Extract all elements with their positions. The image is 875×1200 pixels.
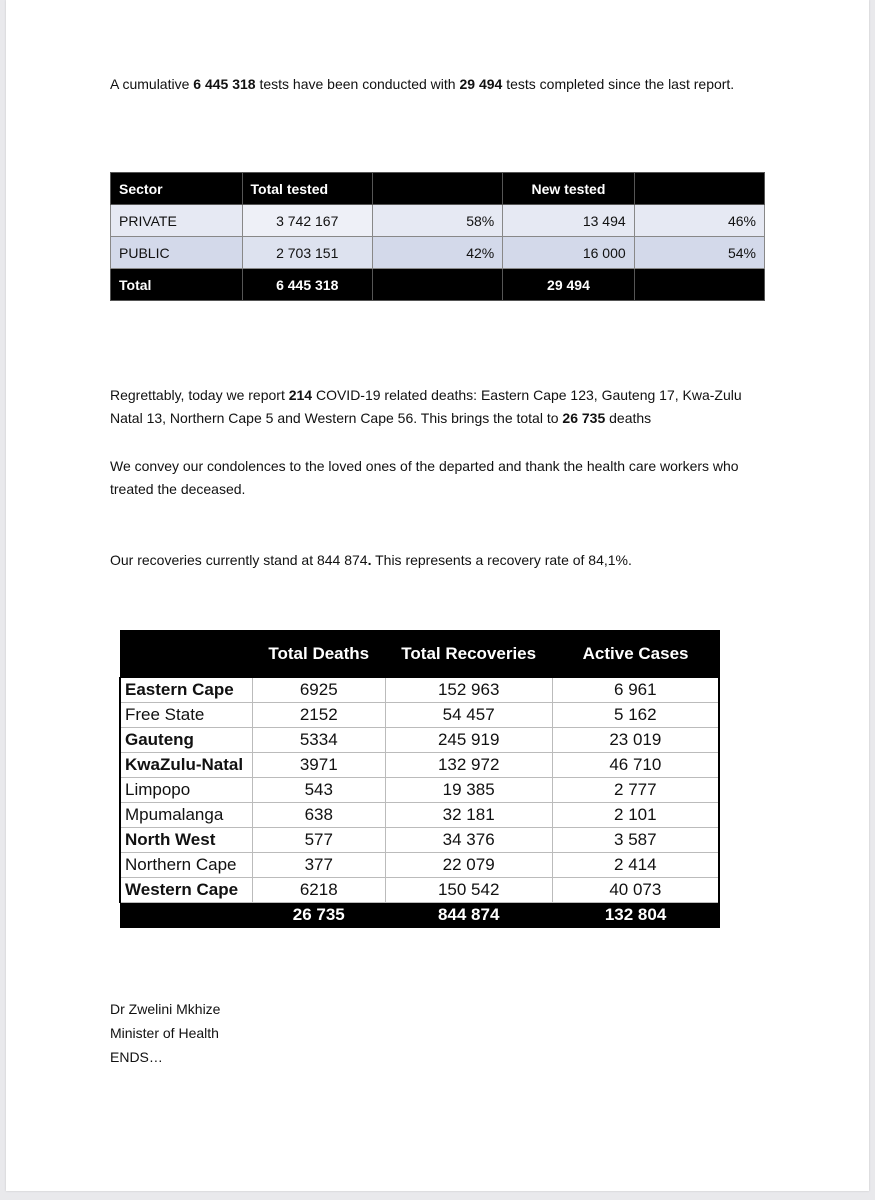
deaths-cell: 543 bbox=[252, 778, 385, 803]
header-sector: Sector bbox=[111, 173, 243, 205]
province-name: Free State bbox=[120, 703, 252, 728]
total-pct-cell: 58% bbox=[372, 205, 502, 237]
province-name: Northern Cape bbox=[120, 853, 252, 878]
province-name: Eastern Cape bbox=[120, 678, 252, 703]
new-pct-cell: 54% bbox=[634, 237, 764, 269]
province-name: Western Cape bbox=[120, 878, 252, 903]
recoveries-period: . bbox=[367, 552, 372, 568]
deaths-cell: 638 bbox=[252, 803, 385, 828]
signatory-title: Minister of Health bbox=[110, 1025, 219, 1041]
recoveries-cell: 22 079 bbox=[385, 853, 552, 878]
deaths-text-3: deaths bbox=[605, 410, 652, 426]
deaths-cell: 2152 bbox=[252, 703, 385, 728]
recoveries-paragraph bbox=[110, 549, 750, 572]
header-active-cases: Active Cases bbox=[552, 631, 719, 678]
province-table-header bbox=[120, 631, 719, 678]
new-pct-cell: 46% bbox=[634, 205, 764, 237]
deaths-text-2: COVID-19 related deaths: Eastern Cape 123, Gauteng 17, Kwa-Zulu Natal 13, Northern Cape 5 and Western Cape 56. This brings the total to bbox=[110, 387, 742, 426]
condolences-paragraph: We convey our condolences to the loved ones of the departed and thank the health care workers who treated the deceased. bbox=[110, 458, 739, 497]
header-new-tested: New tested bbox=[503, 173, 634, 205]
deaths-cell: 6925 bbox=[252, 678, 385, 703]
province-name: North West bbox=[120, 828, 252, 853]
total-pct-cell: 42% bbox=[372, 237, 502, 269]
deaths-cell: 5334 bbox=[252, 728, 385, 753]
header-total-pct bbox=[372, 173, 502, 205]
sector-cell: PUBLIC bbox=[111, 237, 243, 269]
total-tested-cell: 2 703 151 bbox=[242, 237, 372, 269]
table-row bbox=[120, 678, 719, 703]
header-province bbox=[120, 631, 252, 678]
intro-text-3: tests completed since the last report. bbox=[502, 76, 735, 92]
deaths-cell: 3971 bbox=[252, 753, 385, 778]
province-name: Mpumalanga bbox=[120, 803, 252, 828]
deaths-paragraph bbox=[110, 384, 750, 430]
active-cell: 5 162 bbox=[552, 703, 719, 728]
testing-total-row bbox=[111, 269, 765, 301]
province-name: KwaZulu-Natal bbox=[120, 753, 252, 778]
document-page bbox=[6, 0, 869, 1191]
table-row bbox=[120, 878, 719, 903]
testing-table-header bbox=[111, 173, 765, 205]
table-row bbox=[120, 703, 719, 728]
recoveries-text-2: This represents a recovery rate of 84,1%. bbox=[371, 552, 632, 568]
active-cell: 3 587 bbox=[552, 828, 719, 853]
table-row bbox=[120, 828, 719, 853]
recoveries-cell: 152 963 bbox=[385, 678, 552, 703]
testing-table bbox=[110, 172, 765, 301]
province-name: Gauteng bbox=[120, 728, 252, 753]
deaths-cell: 577 bbox=[252, 828, 385, 853]
new-tests-value: 29 494 bbox=[459, 76, 503, 92]
active-cell: 6 961 bbox=[552, 678, 719, 703]
recoveries-cell: 19 385 bbox=[385, 778, 552, 803]
recoveries-cell: 32 181 bbox=[385, 803, 552, 828]
header-total-recoveries: Total Recoveries bbox=[385, 631, 552, 678]
total-tested-cell: 3 742 167 bbox=[242, 205, 372, 237]
new-tested-sum-cell: 29 494 bbox=[503, 269, 634, 301]
recoveries-cell: 245 919 bbox=[385, 728, 552, 753]
cumulative-tests-value: 6 445 318 bbox=[193, 76, 256, 92]
new-tested-cell: 13 494 bbox=[503, 205, 634, 237]
table-row bbox=[120, 753, 719, 778]
new-tested-cell: 16 000 bbox=[503, 237, 634, 269]
active-cell: 2 101 bbox=[552, 803, 719, 828]
table-row bbox=[111, 205, 765, 237]
recoveries-cell: 150 542 bbox=[385, 878, 552, 903]
deaths-text-1: Regrettably, today we report bbox=[110, 387, 289, 403]
table-row bbox=[111, 237, 765, 269]
deaths-cell: 6218 bbox=[252, 878, 385, 903]
table-row bbox=[120, 853, 719, 878]
province-name: Limpopo bbox=[120, 778, 252, 803]
active-cell: 40 073 bbox=[552, 878, 719, 903]
recoveries-cell: 54 457 bbox=[385, 703, 552, 728]
ends-marker: ENDS… bbox=[110, 1049, 163, 1065]
deaths-total-value: 26 735 bbox=[562, 410, 606, 426]
recoveries-text-1: Our recoveries currently stand at 844 874 bbox=[110, 552, 368, 568]
recoveries-cell: 132 972 bbox=[385, 753, 552, 778]
recoveries-cell: 34 376 bbox=[385, 828, 552, 853]
intro-text-2: tests have been conducted with bbox=[255, 76, 460, 92]
province-total-row bbox=[120, 903, 719, 928]
active-cell: 2 777 bbox=[552, 778, 719, 803]
deaths-total-cell: 26 735 bbox=[252, 903, 385, 928]
deaths-cell: 377 bbox=[252, 853, 385, 878]
intro-text-1: A cumulative bbox=[110, 76, 194, 92]
intro-paragraph bbox=[110, 73, 750, 96]
header-total-tested: Total tested bbox=[242, 173, 372, 205]
empty-cell bbox=[634, 269, 764, 301]
active-cell: 46 710 bbox=[552, 753, 719, 778]
total-tested-sum-cell: 6 445 318 bbox=[242, 269, 372, 301]
header-new-pct bbox=[634, 173, 764, 205]
total-label-cell: Total bbox=[111, 269, 243, 301]
table-row bbox=[120, 803, 719, 828]
signature-block bbox=[110, 997, 220, 1069]
signatory-name: Dr Zwelini Mkhize bbox=[110, 1001, 221, 1017]
deaths-today-value: 214 bbox=[288, 387, 313, 403]
active-cell: 23 019 bbox=[552, 728, 719, 753]
sector-cell: PRIVATE bbox=[111, 205, 243, 237]
active-cell: 2 414 bbox=[552, 853, 719, 878]
empty-cell bbox=[372, 269, 502, 301]
empty-cell bbox=[120, 903, 252, 928]
recoveries-total-cell: 844 874 bbox=[385, 903, 552, 928]
active-total-cell: 132 804 bbox=[552, 903, 719, 928]
table-row bbox=[120, 778, 719, 803]
header-total-deaths: Total Deaths bbox=[252, 631, 385, 678]
table-row bbox=[120, 728, 719, 753]
province-table bbox=[119, 630, 720, 928]
